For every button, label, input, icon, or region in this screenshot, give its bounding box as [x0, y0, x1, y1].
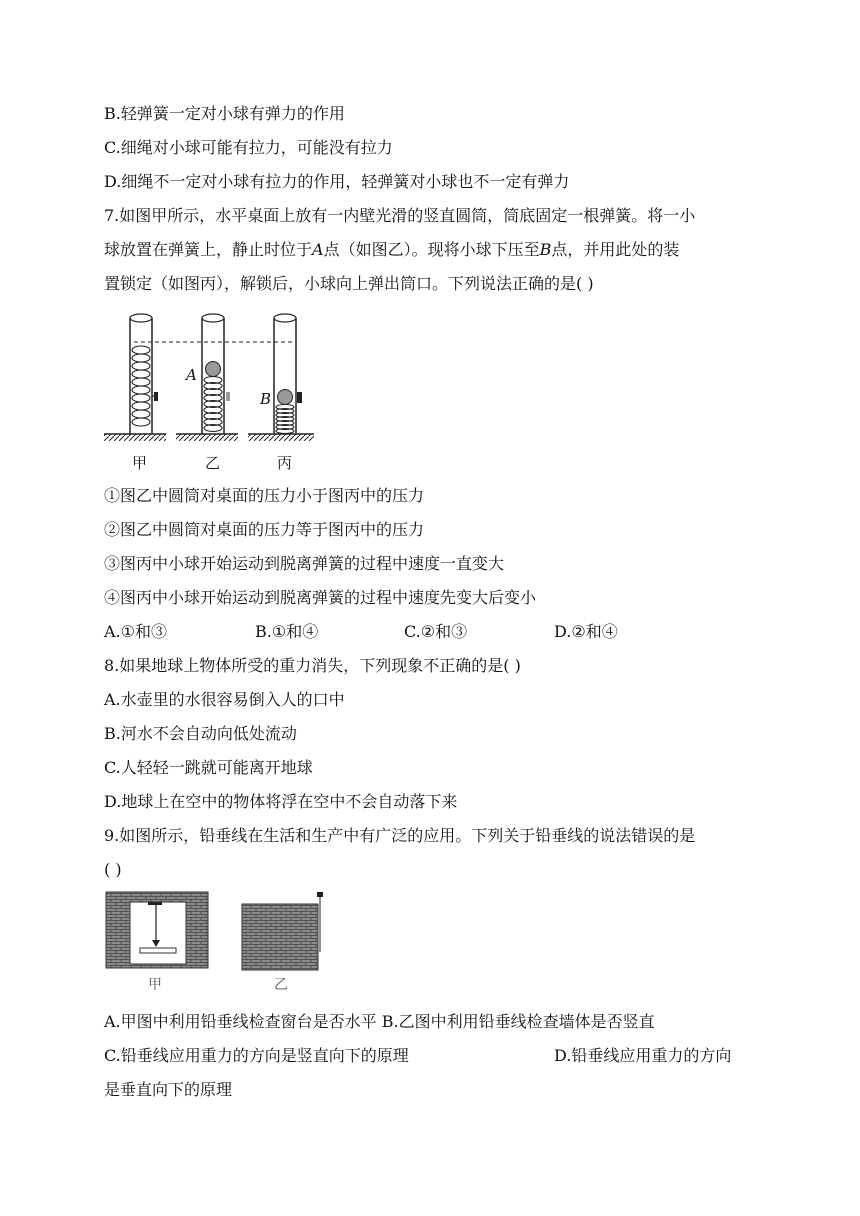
q9-option-c: C.铅垂线应用重力的方向是竖直向下的原理 — [104, 1046, 409, 1065]
q7-figure — [104, 306, 324, 476]
q8-option-b: B.河水不会自动向低处流动 — [104, 724, 297, 743]
q7-option-d: D.②和④ — [554, 622, 618, 641]
q7-statement-4: ④图丙中小球开始运动到脱离弹簧的过程中速度先变大后变小 — [104, 588, 537, 607]
q7-statement-2: ②图乙中圆筒对桌面的压力等于图丙中的压力 — [104, 520, 425, 539]
q7-stem-line3: 置锁定（如图丙），解锁后，小球向上弹出筒口。下列说法正确的是( ) — [104, 274, 594, 293]
q6-option-c: C.细绳对小球可能有拉力，可能没有拉力 — [104, 138, 393, 157]
q9-paren: ( ) — [104, 860, 122, 879]
caption-yi: 乙 — [205, 454, 221, 472]
q8-option-d: D.地球上在空中的物体将浮在空中不会自动落下来 — [104, 792, 458, 811]
q7-stem-line2 — [104, 240, 679, 260]
brick-wall — [242, 892, 323, 970]
q7-statement-1: ①图乙中圆筒对桌面的压力小于图丙中的压力 — [104, 486, 425, 505]
q7-statement-3: ③图丙中小球开始运动到脱离弹簧的过程中速度一直变大 — [104, 554, 505, 573]
q9-figure — [104, 890, 334, 1000]
q7-stem-line1: 7.如图甲所示，水平桌面上放有一内壁光滑的竖直圆筒，筒底固定一根弹簧。将一小 — [104, 206, 696, 225]
caption-jia: 甲 — [148, 977, 162, 993]
tube-bing — [248, 314, 314, 441]
q7-point-b: B — [539, 240, 552, 259]
tube-yi — [176, 314, 238, 441]
spring-yi — [204, 377, 222, 432]
q7-stem-part1: 球放置在弹簧上，静止时位于 — [104, 240, 313, 259]
caption-jia: 甲 — [132, 454, 148, 472]
q7-option-c: C.②和③ — [404, 622, 468, 641]
q7-stem-part3: 点，并用此处的装 — [551, 240, 680, 259]
q6-option-b: B.轻弹簧一定对小球有弹力的作用 — [104, 104, 345, 123]
q9-stem: 9.如图所示，铅垂线在生活和生产中有广泛的应用。下列关于铅垂线的说法错误的是 — [104, 826, 696, 845]
spring-jia — [132, 346, 150, 426]
caption-yi: 乙 — [274, 977, 288, 993]
point-b-label: B — [260, 390, 272, 408]
q8-option-c: C.人轻轻一跳就可能离开地球 — [104, 758, 313, 777]
ball-at-a — [206, 362, 221, 377]
point-a-label: A — [186, 366, 197, 384]
q9-option-d-continued: 是垂直向下的原理 — [104, 1080, 233, 1099]
q7-option-a: A.①和③ — [104, 622, 167, 641]
ball-at-b — [278, 390, 293, 405]
wall-with-window — [106, 892, 208, 968]
q7-option-b: B.①和④ — [255, 622, 319, 641]
q6-option-d: D.细绳不一定对小球有拉力的作用，轻弹簧对小球也不一定有弹力 — [104, 172, 570, 191]
q8-option-a: A.水壶里的水很容易倒入人的口中 — [104, 690, 345, 709]
q7-stem-part2: 点（如图乙）。现将小球下压至 — [323, 240, 540, 259]
caption-bing: 丙 — [277, 454, 293, 472]
spring-bing-compressed — [276, 405, 294, 434]
q7-point-a: A — [312, 240, 324, 259]
tube-jia — [104, 314, 166, 441]
q9-option-d: D.铅垂线应用重力的方向 — [554, 1046, 732, 1065]
q9-options-a-b: A.甲图中利用铅垂线检查窗台是否水平 B.乙图中利用铅垂线检查墙体是否竖直 — [104, 1012, 655, 1031]
q8-stem: 8.如果地球上物体所受的重力消失，下列现象不正确的是( ) — [104, 656, 521, 675]
